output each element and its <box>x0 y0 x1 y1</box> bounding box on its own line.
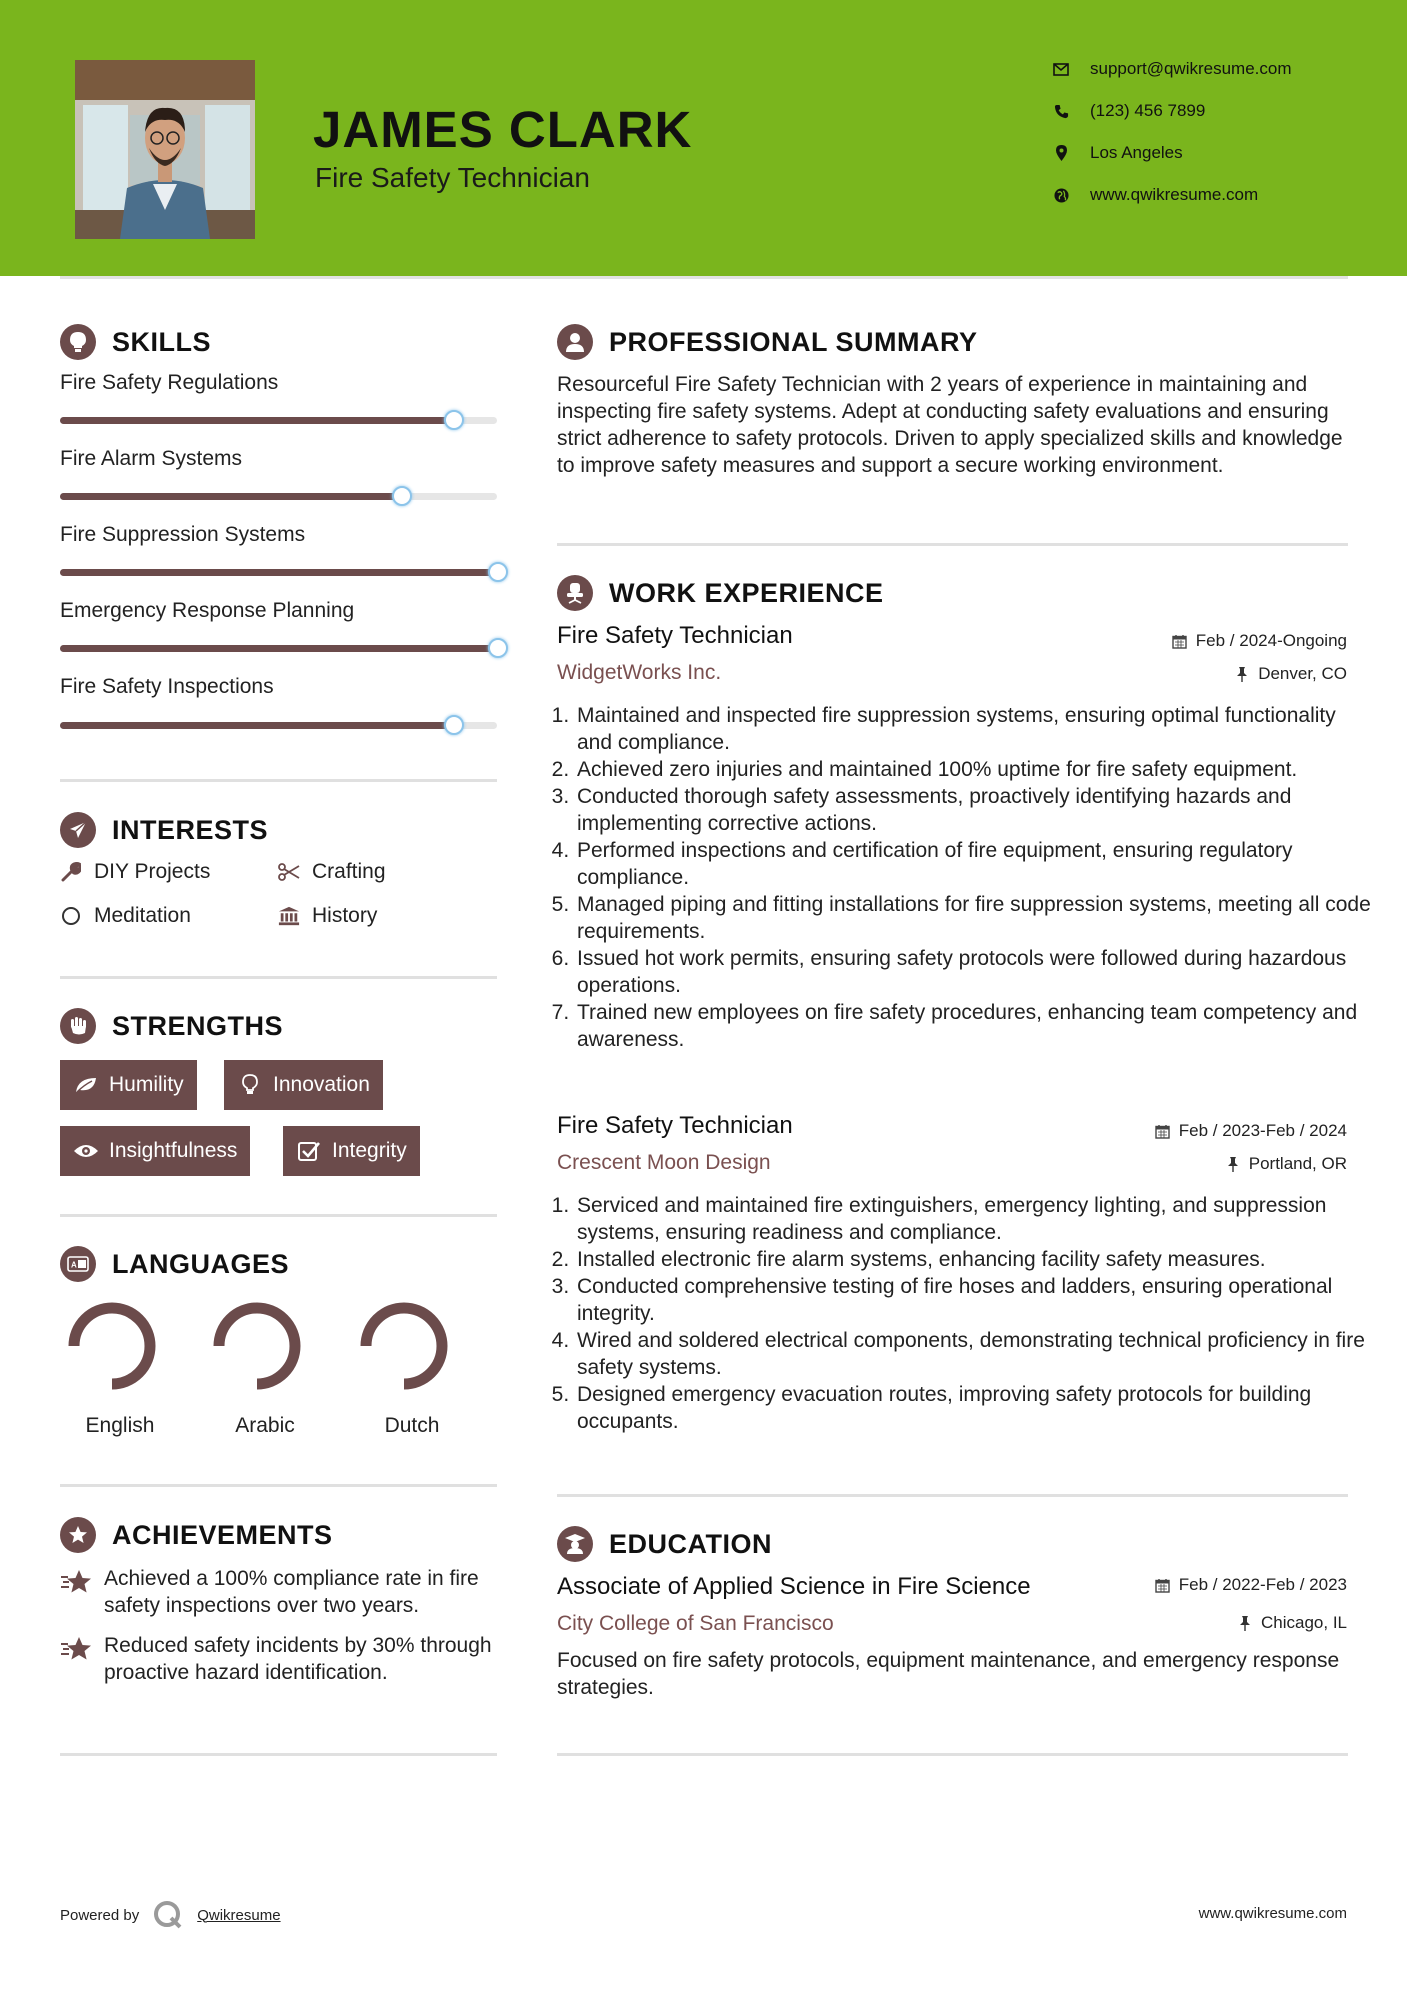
education-heading <box>557 1526 772 1562</box>
skill-bar-fill <box>60 493 401 500</box>
strength-badge <box>283 1126 420 1176</box>
lightbulb-icon <box>237 1072 263 1098</box>
strength-label: Humility <box>109 1073 184 1096</box>
qwikresume-link[interactable]: Qwikresume <box>197 1906 281 1924</box>
interest-label: History <box>312 904 378 927</box>
achievement-item <box>60 1565 500 1619</box>
language-label: English <box>85 1414 155 1437</box>
achievement-text: Reduced safety incidents by 30% through proactive hazard identification. <box>104 1634 492 1684</box>
summary-text: Resourceful Fire Safety Technician with 2 years of experience in maintaining and inspecting fire safety systems. Adept at conducting safety evaluations and ensuring strict adherence to safety protocols. Driven to apply specialized skills and knowledge to improve safety measures and support a secure working environment. <box>557 373 1343 477</box>
skill-bar <box>60 645 497 652</box>
education-title: EDUCATION <box>609 1528 772 1559</box>
skill-bar <box>60 722 497 729</box>
job-location-text: Denver, CO <box>1258 664 1347 683</box>
checkbox-icon <box>296 1138 322 1164</box>
duty-item: 7. Trained new employees on fire safety procedures, enhancing team competency and awareness. <box>575 999 1375 1053</box>
pushpin-icon <box>1237 1615 1253 1631</box>
job-dates-text: Feb / 2024-Ongoing <box>1195 631 1347 650</box>
skill-bar-knob <box>392 486 412 506</box>
duty-item: 2. Installed electronic fire alarm systems, enhancing facility safety measures. <box>575 1246 1375 1273</box>
education-description: Focused on fire safety protocols, equipment maintenance, and emergency response strategies. <box>557 1649 1340 1699</box>
candidate-title: Fire Safety Technician <box>315 162 590 193</box>
duty-item: 5. Designed emergency evacuation routes, improving safety protocols for building occupants. <box>575 1381 1375 1435</box>
skill-label: Fire Alarm Systems <box>60 447 243 470</box>
strength-badge <box>224 1060 383 1110</box>
job-dates <box>1172 631 1347 651</box>
strength-label: Innovation <box>273 1073 370 1096</box>
duty-item: 1. Maintained and inspected fire suppression systems, ensuring optimal functionality and compliance. <box>575 702 1375 756</box>
education-dates <box>1155 1575 1347 1595</box>
section-divider <box>60 1753 497 1756</box>
phone-icon <box>1050 100 1072 122</box>
strength-badge <box>60 1126 250 1176</box>
degree-title: Associate of Applied Science in Fire Science <box>557 1573 1031 1600</box>
language-ring-arc <box>219 1308 295 1384</box>
skills-title: SKILLS <box>112 326 212 357</box>
skill-label: Fire Safety Regulations <box>60 371 279 394</box>
strengths-title: STRENGTHS <box>112 1010 284 1041</box>
section-divider <box>60 779 497 782</box>
skill-bar-fill <box>60 569 497 576</box>
duty-item: 4. Performed inspections and certification of fire equipment, ensuring regulatory compliance. <box>575 837 1375 891</box>
contact-location-text: Los Angeles <box>1090 143 1183 162</box>
duty-item: 2. Achieved zero injuries and maintained 100% uptime for fire safety equipment. <box>575 756 1375 783</box>
pushpin-icon <box>1234 666 1250 682</box>
language-ring <box>354 1296 454 1401</box>
skill-bar-knob <box>488 638 508 658</box>
duty-item: 4. Wired and soldered electrical components, demonstrating technical proficiency in fire safety systems. <box>575 1327 1375 1381</box>
interests-title: INTERESTS <box>112 814 269 845</box>
footer-powered-by <box>60 1900 281 1930</box>
language-ring-arc <box>74 1308 150 1384</box>
company-name: Crescent Moon Design <box>557 1151 771 1174</box>
candidate-name: JAMES CLARK <box>313 101 693 158</box>
section-divider <box>557 1494 1348 1497</box>
star-icon <box>60 1636 94 1686</box>
footer-url[interactable]: www.qwikresume.com <box>1198 1905 1347 1922</box>
achievement-item <box>60 1632 500 1686</box>
job-duties <box>557 1192 1375 1435</box>
lightbulb-icon <box>60 324 96 360</box>
interest-item <box>278 860 386 884</box>
calendar-icon <box>1155 1577 1171 1593</box>
contact-email-text: support@qwikresume.com <box>1090 59 1292 78</box>
svg-text:A: A <box>71 1260 77 1270</box>
scissors-icon <box>278 861 300 883</box>
contact-email[interactable] <box>1050 54 1292 84</box>
strengths-heading <box>60 1008 283 1044</box>
interest-label: Crafting <box>312 860 386 883</box>
interest-label: Meditation <box>94 904 191 927</box>
star-badge-icon <box>60 1517 96 1553</box>
skill-bar-fill <box>60 417 453 424</box>
contact-website[interactable] <box>1050 180 1258 210</box>
skill-bar <box>60 493 497 500</box>
section-divider <box>557 1753 1348 1756</box>
circle-icon <box>60 905 82 927</box>
interest-item <box>60 904 191 928</box>
qwikresume-logo-icon <box>153 1900 183 1930</box>
company-name: WidgetWorks Inc. <box>557 661 722 684</box>
interest-label: DIY Projects <box>94 860 211 883</box>
section-divider <box>60 1214 497 1217</box>
language-label: Arabic <box>235 1414 295 1437</box>
skill-bar <box>60 417 497 424</box>
eye-icon <box>73 1138 99 1164</box>
school-name: City College of San Francisco <box>557 1612 834 1635</box>
star-icon <box>60 1569 94 1619</box>
skill-bar-knob <box>488 562 508 582</box>
calendar-icon <box>1155 1123 1171 1139</box>
museum-icon <box>278 905 300 927</box>
achievement-text: Achieved a 100% compliance rate in fire safety inspections over two years. <box>104 1567 479 1617</box>
paper-plane-icon <box>60 812 96 848</box>
skill-bar-fill <box>60 645 497 652</box>
contact-phone[interactable] <box>1050 96 1205 126</box>
envelope-icon <box>1050 58 1072 80</box>
language-ring-arc <box>366 1308 442 1384</box>
profile-photo <box>75 60 255 239</box>
calendar-icon <box>1172 633 1188 649</box>
job-location-text: Portland, OR <box>1248 1154 1347 1173</box>
interests-heading <box>60 812 268 848</box>
section-divider <box>557 543 1348 546</box>
user-icon <box>557 324 593 360</box>
language-label: Dutch <box>384 1414 440 1437</box>
languages-title: LANGUAGES <box>112 1248 290 1279</box>
education-location-text: Chicago, IL <box>1261 1613 1347 1632</box>
strength-label: Insightfulness <box>109 1139 238 1162</box>
contact-location <box>1050 138 1183 168</box>
job-title: Fire Safety Technician <box>557 1112 793 1139</box>
graduate-icon <box>557 1526 593 1562</box>
summary-title: PROFESSIONAL SUMMARY <box>609 326 978 357</box>
job-location <box>1234 664 1347 684</box>
skill-label: Fire Suppression Systems <box>60 523 306 546</box>
duty-item: 3. Conducted thorough safety assessments, proactively identifying hazards and implementing corrective actions. <box>575 783 1375 837</box>
job-title: Fire Safety Technician <box>557 622 793 649</box>
education-location <box>1237 1613 1347 1633</box>
skill-bar-knob <box>444 715 464 735</box>
language-ring <box>207 1296 307 1401</box>
globe-icon <box>1050 184 1072 206</box>
language-ring <box>62 1296 162 1401</box>
skill-bar-fill <box>60 722 453 729</box>
strength-label: Integrity <box>332 1139 407 1162</box>
section-divider <box>60 976 497 979</box>
map-pin-icon <box>1050 142 1072 164</box>
duty-item: 6. Issued hot work permits, ensuring safety protocols were followed during hazardous operations. <box>575 945 1375 999</box>
interest-item <box>60 860 210 884</box>
education-dates-text: Feb / 2022-Feb / 2023 <box>1178 1575 1347 1594</box>
duty-item: 5. Managed piping and fitting installations for fire suppression systems, meeting all code requirements. <box>575 891 1375 945</box>
fist-icon <box>60 1008 96 1044</box>
experience-heading <box>557 575 884 611</box>
office-chair-icon <box>557 575 593 611</box>
job-dates-text: Feb / 2023-Feb / 2024 <box>1178 1121 1347 1140</box>
skill-label: Emergency Response Planning <box>60 599 355 622</box>
section-divider <box>60 1484 497 1487</box>
achievements-title: ACHIEVEMENTS <box>112 1519 333 1550</box>
contact-phone-text: (123) 456 7899 <box>1090 101 1206 120</box>
powered-by-text: Powered by <box>60 1906 140 1924</box>
leaf-icon <box>73 1072 99 1098</box>
achievements-heading <box>60 1517 333 1553</box>
skill-bar <box>60 569 497 576</box>
experience-title: WORK EXPERIENCE <box>609 577 884 608</box>
skill-bar-knob <box>444 410 464 430</box>
interest-item <box>278 904 377 928</box>
job-duties <box>557 702 1375 1053</box>
skill-label: Fire Safety Inspections <box>60 675 274 698</box>
languages-heading <box>60 1246 289 1282</box>
resume-header <box>0 0 1407 276</box>
summary-heading <box>557 324 978 360</box>
duty-item: 3. Conducted comprehensive testing of fire hoses and ladders, ensuring operational integrity. <box>575 1273 1375 1327</box>
header-divider <box>60 276 1348 279</box>
job-dates <box>1155 1121 1347 1141</box>
strength-badge <box>60 1060 197 1110</box>
contact-website-text: www.qwikresume.com <box>1090 185 1259 204</box>
language-icon <box>60 1246 96 1282</box>
pushpin-icon <box>1225 1156 1241 1172</box>
job-location <box>1225 1154 1347 1174</box>
skills-heading <box>60 324 211 360</box>
wrench-icon <box>60 861 82 883</box>
duty-item: 1. Serviced and maintained fire extinguishers, emergency lighting, and suppression systems, ensuring readiness and compliance. <box>575 1192 1375 1246</box>
